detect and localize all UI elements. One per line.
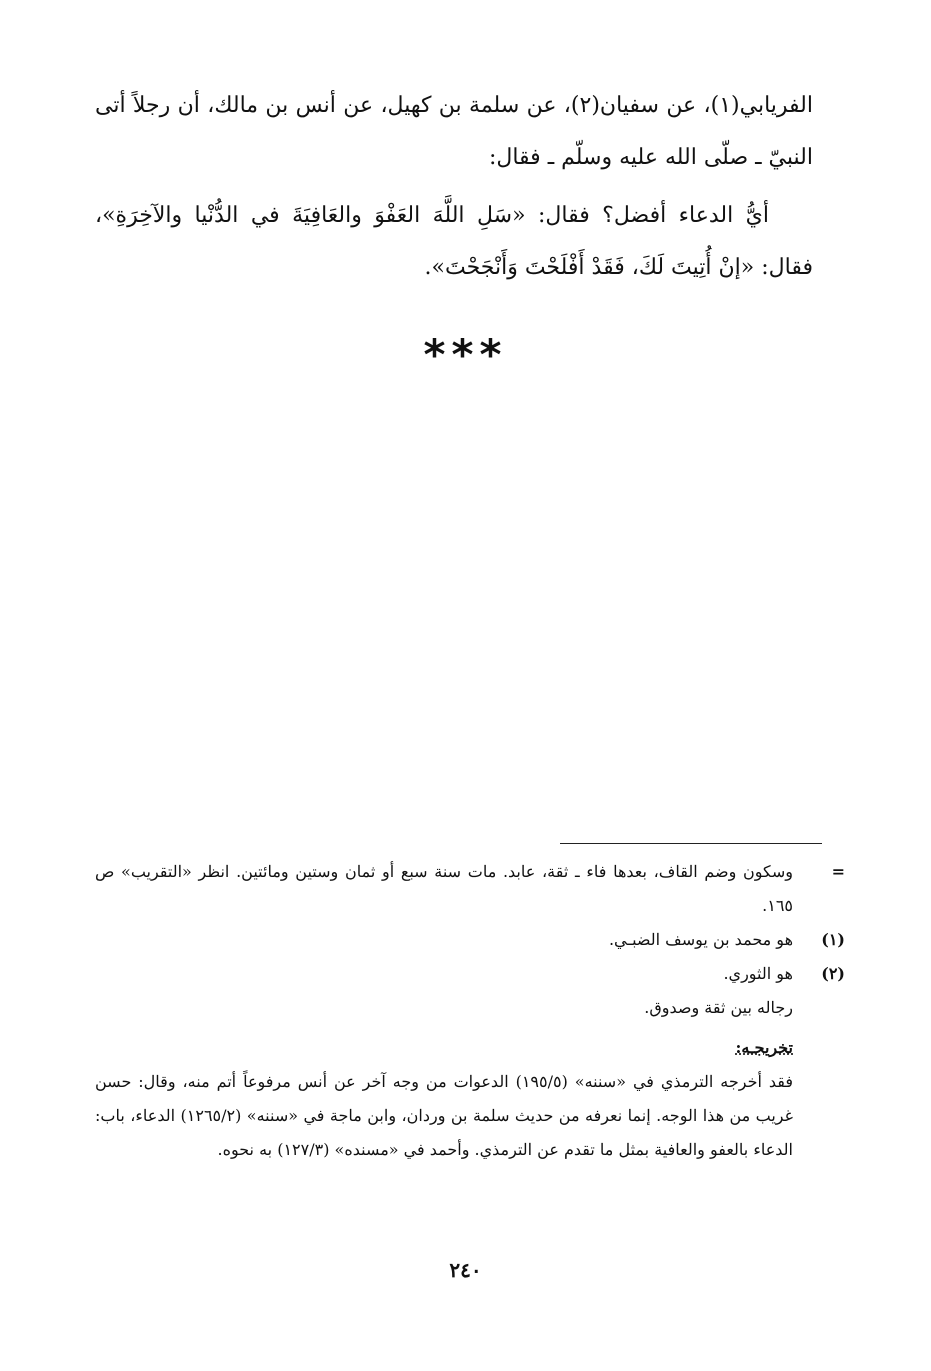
footnotes: [95, 855, 845, 1167]
takhrij-body: [95, 1065, 845, 1167]
hadith-text-paragraph: أيُّ الدعاء أفضل؟ فقال: «سَلِ اللَّهَ العَفْوَ والعَافِيَةَ في الدُّنْيا والآخِرَةِ»، فقال: «إنْ أُتِيتَ لَكَ، فَقَدْ أَفْلَحْتَ وَأَنْجَحْتَ».: [95, 203, 813, 280]
takhrij-heading: تخريجـه:: [735, 1038, 793, 1057]
footnote-2: [95, 957, 845, 991]
main-text: [95, 80, 813, 294]
footnote-rule: [560, 843, 822, 844]
takhrij-text: فقد أخرجه الترمذي في «سننه» (١٩٥/٥) الدعوات من وجه آخر عن أنس مرفوعاً أتم منه، وقال: حسن غريب من هذا الوجه. إنما نعرفه من حديث سلمة بن وردان، وابن ماجة في «سننه» (١٢٦٥/٢) الدعاء، باب: الدعاء بالعفو والعافية بمثل ما تقدم عن الترمذي. وأحمد في «مسنده» (١٢٧/٣) به نحوه.: [95, 1072, 793, 1159]
continuation-mark: =: [831, 862, 845, 881]
section-separator: ***: [423, 330, 508, 379]
grading-text: رجاله بين ثقة وصدوق.: [644, 998, 793, 1017]
footnote-2-text: هو الثوري.: [723, 964, 793, 983]
footnote-continuation: [95, 855, 845, 923]
footnote-2-mark: (٢): [821, 964, 845, 983]
footnote-continuation-text: وسكون وضم القاف، بعدها فاء ـ ثقة، عابد. مات سنة سبع أو ثمان وستين ومائتين. انظر «التقريب» ص ١٦٥.: [95, 862, 793, 915]
page-number: ٢٤٠: [449, 1258, 482, 1282]
footnote-1-mark: (١): [821, 930, 845, 949]
footnote-1: [95, 923, 845, 957]
grading-line: [95, 991, 845, 1025]
hadith-chain-paragraph: الفريابي(١)، عن سفيان(٢)، عن سلمة بن كهيل، عن أنس بن مالك، أن رجلاً أتى النبيّ ـ صلّى الله عليه وسلّم ـ فقال:: [95, 93, 813, 170]
footnote-1-text: هو محمد بن يوسف الضبـي.: [608, 930, 793, 949]
takhrij-heading-line: [95, 1031, 845, 1065]
